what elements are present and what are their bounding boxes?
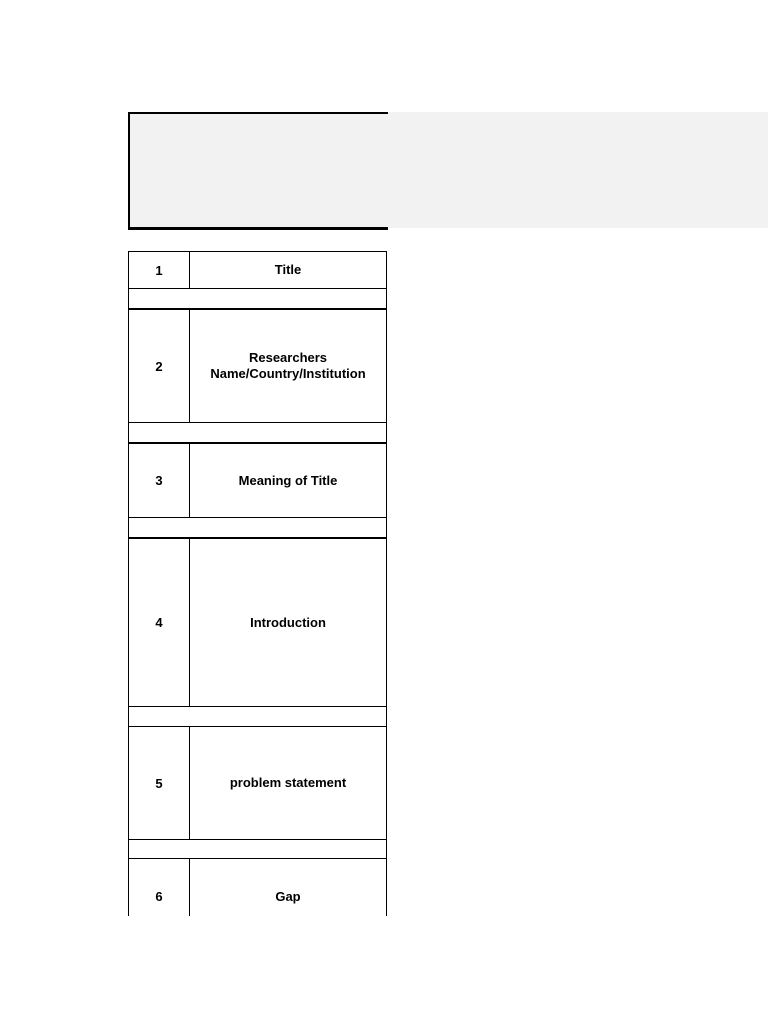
table-row-4	[128, 538, 387, 707]
form-table	[128, 251, 390, 916]
table-row-2	[128, 309, 387, 423]
row-number: 4	[129, 539, 190, 706]
row-number: 2	[129, 310, 190, 422]
row-label: Meaning of Title	[238, 472, 338, 488]
row-label: Title	[274, 262, 302, 277]
row-spacer	[128, 707, 387, 727]
row-number: 3	[129, 444, 190, 517]
table-row-5	[128, 726, 387, 840]
row-number: 6	[129, 859, 190, 916]
table-row-1	[128, 251, 387, 289]
table-row-6	[128, 858, 387, 916]
row-spacer	[128, 289, 387, 309]
row-number: 1	[129, 252, 190, 288]
table-row-3	[128, 443, 387, 518]
row-spacer	[128, 518, 387, 538]
row-label: problem statement	[229, 775, 347, 790]
row-label: Researchers Name/Country/Institution	[210, 350, 366, 381]
header-box	[128, 112, 388, 230]
row-label: Introduction	[250, 614, 326, 630]
row-label: Gap	[275, 888, 301, 904]
row-number: 5	[129, 727, 190, 839]
row-spacer	[128, 840, 387, 859]
row-spacer	[128, 423, 387, 443]
